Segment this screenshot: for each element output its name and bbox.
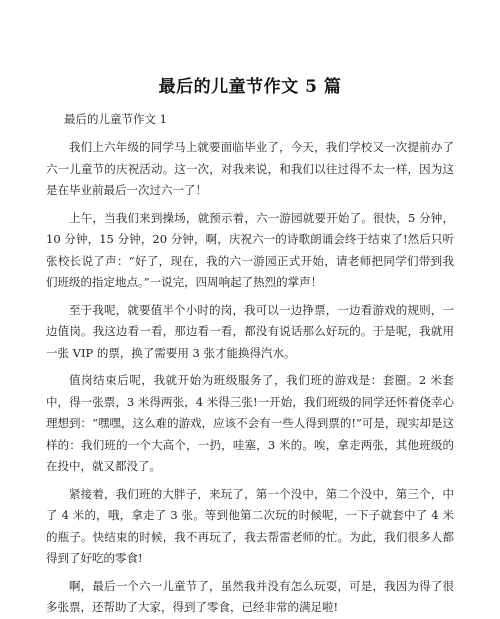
paragraph-5: 紧接着，我们班的大胖子，来玩了，第一个没中，第二个没中，第三个，中了 4 米的，哦，拿走了 3 张。等到他第二次玩的时候呢，一下子就套中了 4 米的瓶子。快结束的时候，我不再玩了，我去帮雷老师的忙。为此，我们很多人都得到了好吃的零食! xyxy=(46,486,454,565)
paragraph-3: 至于我呢，就要值半个小时的岗，我可以一边挣票，一边看游戏的规则，一边值岗。我这边看一看，那边看一看，都没有说话那么好玩的。于是呢，我就用一张 VIP 的票，换了需要用 3 张才能换得汽水。 xyxy=(46,302,454,360)
document-title: 最后的儿童节作文 5 篇 xyxy=(158,77,342,97)
paragraph-6: 啊，最后一个六一儿童节了，虽然我并没有怎么玩耍，可是，我因为得了很多张票，还帮助了大家，得到了零食，已经非常的满足啦! xyxy=(46,578,454,614)
section-subtitle: 最后的儿童节作文 1 xyxy=(64,112,167,126)
paragraph-4: 值岗结束后呢，我就开始为班级服务了，我们班的游戏是：套圈。2 米套中，得一张票，3 米得两张，4 米得三张!一开始，我们班级的同学还怀着侥幸心理想到：“嘿嘿，这么难的游戏，应该不会有一些人得到票的!”可是，现实却是这样的：我们班的一个大高个，一扔，哇塞，3 米的。唉，拿走两张，其他班级的在投中，就又都没了。 xyxy=(46,373,454,473)
paragraph-2: 上午，当我们来到操场，就预示着，六一游园就要开始了。很快，5 分钟，10 分钟，15 分钟，20 分钟，啊，庆祝六一的诗歌朗诵会终于结束了!然后只听张校长说了声：“好了，现在，我的六一游园正式开始，请老师把同学们带到我们班级的指定地点。”一说完，四周响起了热烈的掌声！ xyxy=(46,210,454,289)
paragraph-1: 我们上六年级的同学马上就要面临毕业了，今天，我们学校又一次提前办了六一儿童节的庆祝活动。这一次，对我来说，和我们以往过得不太一样，因为这是在毕业前最后一次过六一了！ xyxy=(46,140,454,197)
